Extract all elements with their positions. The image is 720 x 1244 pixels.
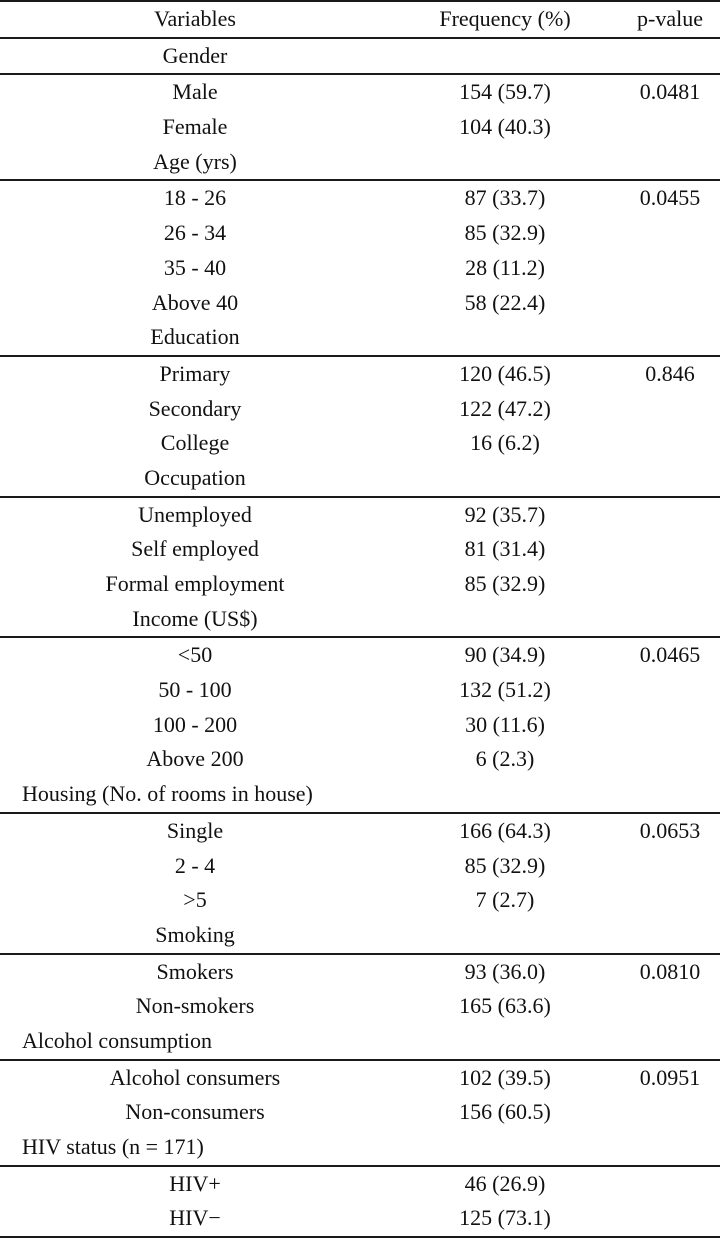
row-frequency: 16 (6.2)	[470, 430, 540, 456]
row-frequency: 30 (11.6)	[465, 711, 545, 737]
row-frequency: 120 (46.5)	[459, 360, 551, 386]
row-frequency: 85 (32.9)	[464, 852, 546, 878]
row-label: Formal employment	[105, 571, 285, 596]
row-label: College	[160, 430, 230, 456]
header-frequency: Frequency (%)	[439, 6, 571, 31]
row-frequency: 85 (32.9)	[464, 571, 546, 596]
table-row	[0, 814, 720, 849]
table-row	[0, 426, 720, 461]
table-row	[0, 742, 720, 777]
table-row	[0, 708, 720, 743]
row-p-value: 0.0951	[639, 1064, 701, 1090]
table-row	[0, 357, 720, 392]
section-header-row	[0, 1130, 720, 1165]
table-row	[0, 75, 720, 110]
row-label: 26 - 34	[163, 220, 227, 246]
table-row	[0, 286, 720, 321]
table-row	[0, 673, 720, 708]
row-frequency: 85 (32.9)	[464, 220, 546, 246]
row-frequency: 122 (47.2)	[459, 395, 551, 421]
table-row	[0, 1061, 720, 1096]
table-row	[0, 392, 720, 427]
row-label: Above 40	[151, 289, 239, 315]
row-label: Unemployed	[138, 501, 252, 527]
row-frequency: 104 (40.3)	[459, 114, 551, 140]
row-label: 35 - 40	[163, 254, 227, 280]
table-row	[0, 181, 720, 216]
section-header-row	[0, 39, 720, 74]
section-title: HIV status (n = 171)	[22, 1134, 204, 1159]
table-body	[0, 39, 720, 1238]
section-header-row	[0, 777, 720, 812]
section-header-row	[0, 320, 720, 355]
header-p-value: p-value	[637, 6, 703, 31]
table-row	[0, 1095, 720, 1130]
row-p-value: 0.846	[645, 360, 695, 386]
row-frequency: 154 (59.7)	[459, 79, 551, 105]
section-header-row	[0, 918, 720, 953]
table-row	[0, 251, 720, 286]
section-title: Housing (No. of rooms in house)	[22, 781, 313, 807]
row-label: Alcohol consumers	[109, 1064, 281, 1090]
row-p-value: 0.0653	[639, 817, 701, 843]
row-label: >5	[183, 887, 207, 913]
table-row	[0, 1201, 720, 1236]
row-label: 18 - 26	[163, 185, 227, 211]
table-row	[0, 883, 720, 918]
row-frequency: 81 (31.4)	[464, 536, 546, 562]
row-p-value: 0.0481	[639, 79, 701, 105]
row-frequency: 156 (60.5)	[459, 1099, 551, 1125]
row-label: <50	[177, 642, 213, 668]
row-frequency: 90 (34.9)	[464, 642, 546, 668]
row-label: Primary	[159, 360, 231, 386]
row-label: Female	[162, 114, 228, 140]
row-frequency: 165 (63.6)	[459, 993, 551, 1019]
section-header-row	[0, 1024, 720, 1059]
row-label: 2 - 4	[174, 852, 216, 878]
row-label: Male	[172, 79, 218, 105]
row-label: 50 - 100	[158, 677, 232, 703]
row-label: Single	[166, 817, 224, 843]
row-label: HIV+	[169, 1170, 221, 1196]
section-title: Education	[150, 324, 240, 350]
section-title: Occupation	[144, 464, 246, 490]
section-header-row	[0, 602, 720, 637]
section-title: Gender	[162, 42, 228, 68]
table-row	[0, 955, 720, 990]
table-row	[0, 110, 720, 145]
section-title: Income (US$)	[132, 605, 258, 631]
table-row	[0, 532, 720, 567]
row-frequency: 132 (51.2)	[459, 677, 551, 703]
section-title: Alcohol consumption	[22, 1027, 213, 1053]
row-label: Secondary	[148, 395, 242, 421]
row-label: Non-smokers	[135, 993, 255, 1019]
table-header-row	[0, 2, 720, 37]
header-variables: Variables	[154, 6, 236, 31]
table-row	[0, 216, 720, 251]
row-p-value: 0.0810	[639, 958, 701, 984]
row-frequency: 58 (22.4)	[464, 289, 546, 315]
section-title: Smoking	[155, 921, 235, 947]
row-p-value: 0.0455	[639, 185, 701, 211]
row-frequency: 125 (73.1)	[459, 1205, 551, 1231]
table-row	[0, 849, 720, 884]
row-frequency: 87 (33.7)	[464, 185, 546, 211]
row-p-value: 0.0465	[639, 642, 701, 668]
table-bottom-rule	[0, 1236, 720, 1238]
section-title: Age (yrs)	[153, 148, 237, 174]
row-frequency: 46 (26.9)	[464, 1170, 546, 1196]
row-frequency: 92 (35.7)	[464, 501, 546, 527]
row-frequency: 28 (11.2)	[465, 254, 545, 280]
row-label: Self employed	[131, 536, 259, 562]
row-frequency: 93 (36.0)	[464, 958, 546, 984]
row-frequency: 166 (64.3)	[459, 817, 551, 843]
row-label: 100 - 200	[152, 711, 238, 737]
row-label: HIV−	[169, 1205, 221, 1231]
table-row	[0, 498, 720, 533]
row-label: Above 200	[146, 746, 244, 772]
section-header-row	[0, 145, 720, 180]
row-frequency: 102 (39.5)	[459, 1064, 551, 1090]
table-row	[0, 1167, 720, 1202]
row-label: Smokers	[156, 958, 234, 984]
table-row	[0, 638, 720, 673]
table-row	[0, 989, 720, 1024]
table-row	[0, 567, 720, 602]
section-header-row	[0, 461, 720, 496]
row-frequency: 6 (2.3)	[475, 746, 535, 772]
row-label: Non-consumers	[125, 1099, 265, 1125]
row-frequency: 7 (2.7)	[475, 887, 535, 913]
